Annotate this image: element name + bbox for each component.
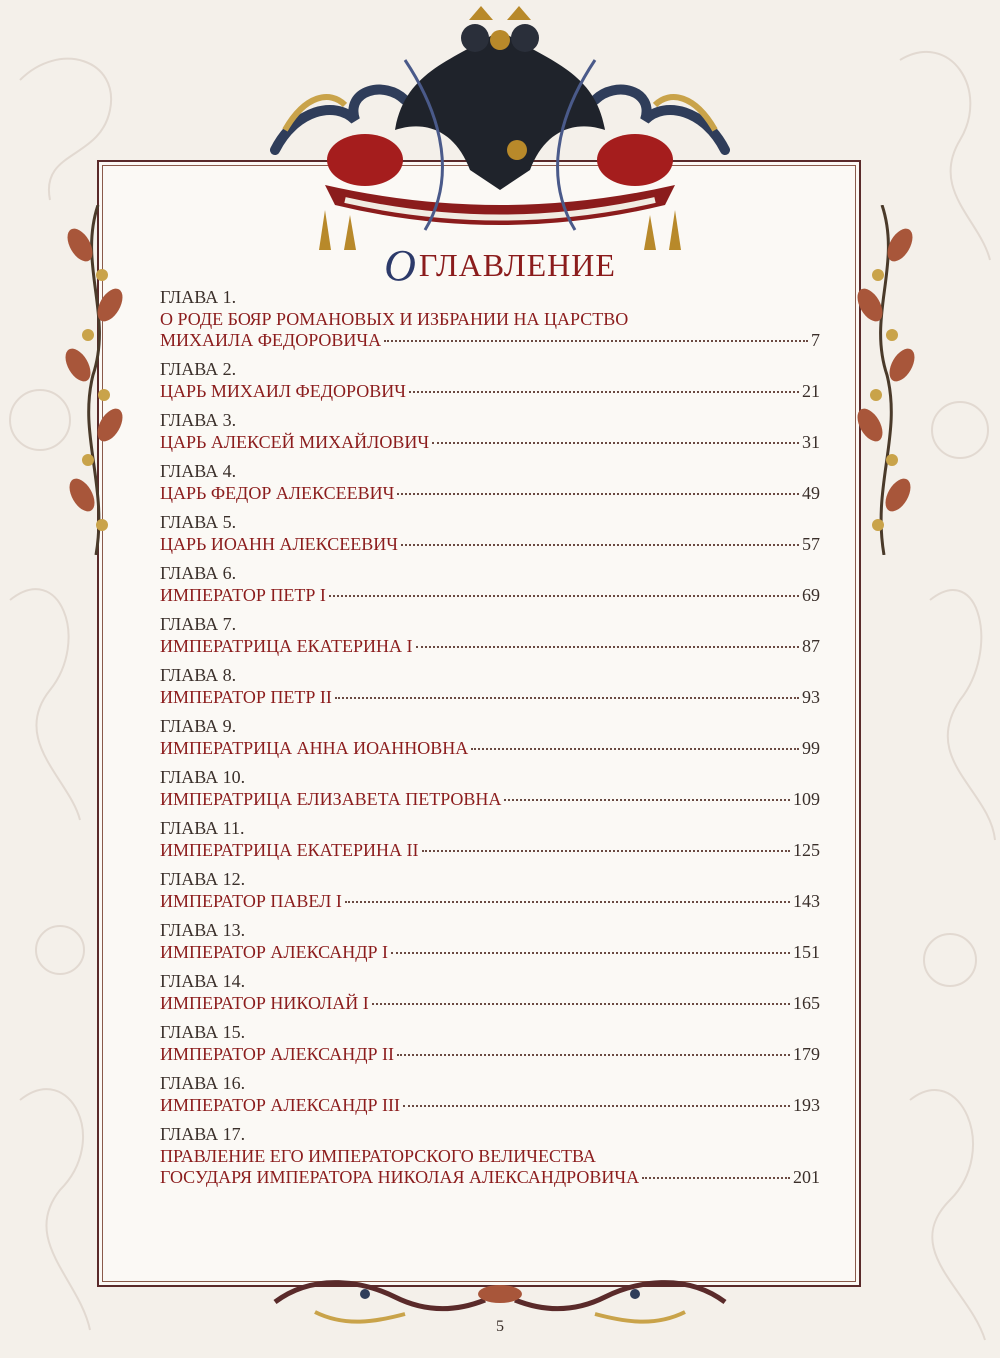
toc-line (160, 381, 820, 402)
chapter-title: ИМПЕРАТРИЦА АННА ИОАННОВНА (160, 738, 469, 758)
toc-entry (160, 359, 820, 402)
page-ref: 165 (793, 993, 820, 1013)
table-of-contents (160, 287, 820, 1196)
toc-line (160, 1167, 820, 1188)
toc-line (160, 891, 820, 912)
chapter-title: ЦАРЬ ФЕДОР АЛЕКСЕЕВИЧ (160, 483, 395, 503)
page-ref: 21 (802, 381, 820, 401)
toc-entry (160, 563, 820, 606)
toc-line (160, 993, 820, 1014)
toc-line (160, 1044, 820, 1065)
double-headed-eagle-icon (255, 0, 745, 260)
toc-line (160, 534, 820, 555)
page-ref: 143 (793, 891, 820, 911)
leader-dots (409, 391, 799, 393)
toc-entry (160, 767, 820, 810)
chapter-title: ЦАРЬ МИХАИЛ ФЕДОРОВИЧ (160, 381, 406, 401)
chapter-title: ИМПЕРАТОР ПЕТР I (160, 585, 326, 605)
toc-entry (160, 1124, 820, 1188)
page-ref: 125 (793, 840, 820, 860)
chapter-title: ИМПЕРАТОР АЛЕКСАНДР III (160, 1095, 401, 1115)
chapter-title: ГОСУДАРЯ ИМПЕРАТОРА НИКОЛАЯ АЛЕКСАНДРОВИЧА (160, 1167, 640, 1187)
toc-entry (160, 1022, 820, 1065)
chapter-title: ИМПЕРАТОР НИКОЛАЙ I (160, 993, 369, 1013)
toc-line (160, 942, 820, 963)
chapter-title: ИМПЕРАТОР ПАВЕЛ I (160, 891, 342, 911)
leader-dots (401, 544, 799, 546)
chapter-label: ГЛАВА 3. (160, 410, 237, 430)
chapter-title: МИХАИЛА ФЕДОРОВИЧА (160, 330, 382, 350)
title-rest: ГЛАВЛЕНИЕ (418, 247, 616, 283)
toc-entry (160, 512, 820, 555)
chapter-label: ГЛАВА 16. (160, 1073, 246, 1093)
chapter-label: ГЛАВА 15. (160, 1022, 246, 1042)
chapter-label: ГЛАВА 6. (160, 563, 237, 583)
page-number: 5 (496, 1318, 504, 1335)
chapter-title: ИМПЕРАТОР ПЕТР II (160, 687, 332, 707)
chapter-title: ЦАРЬ ИОАНН АЛЕКСЕЕВИЧ (160, 534, 398, 554)
chapter-label: ГЛАВА 2. (160, 359, 237, 379)
title-initial: О (384, 241, 417, 290)
page-ref: 193 (793, 1095, 820, 1115)
leader-dots (335, 697, 799, 699)
page-ref: 151 (793, 942, 820, 962)
page-ref: 49 (802, 483, 820, 503)
toc-line (160, 738, 820, 759)
leader-dots (432, 442, 799, 444)
chapter-label: ГЛАВА 13. (160, 920, 246, 940)
toc-line (160, 687, 820, 708)
toc-line (160, 1095, 820, 1116)
chapter-label: ГЛАВА 5. (160, 512, 237, 532)
leader-dots (397, 1054, 790, 1056)
chapter-title: ЦАРЬ АЛЕКСЕЙ МИХАЙЛОВИЧ (160, 432, 430, 452)
page-ref: 69 (802, 585, 820, 605)
chapter-label: ГЛАВА 4. (160, 461, 237, 481)
toc-entry (160, 1073, 820, 1116)
toc-line (160, 840, 820, 861)
toc-entry (160, 716, 820, 759)
toc-entry (160, 818, 820, 861)
chapter-label: ГЛАВА 1. (160, 287, 237, 307)
page-ref: 57 (802, 534, 820, 554)
chapter-label: ГЛАВА 11. (160, 818, 245, 838)
page-ref: 93 (802, 687, 820, 707)
toc-entry (160, 971, 820, 1014)
leader-dots (329, 595, 799, 597)
chapter-title: ИМПЕРАТРИЦА ЕЛИЗАВЕТА ПЕТРОВНА (160, 789, 502, 809)
toc-entry (160, 410, 820, 453)
leader-dots (391, 952, 790, 954)
page-ref: 109 (793, 789, 820, 809)
leader-dots (422, 850, 790, 852)
leader-dots (397, 493, 799, 495)
toc-entry (160, 614, 820, 657)
chapter-label: ГЛАВА 10. (160, 767, 246, 787)
chapter-title: О РОДЕ БОЯР РОМАНОВЫХ И ИЗБРАНИИ НА ЦАРСТВО (160, 309, 629, 329)
chapter-title: ИМПЕРАТОР АЛЕКСАНДР II (160, 1044, 395, 1064)
toc-entry (160, 287, 820, 351)
toc-line (160, 789, 820, 810)
toc-line (160, 483, 820, 504)
toc-entry (160, 461, 820, 504)
page-ref: 31 (802, 432, 820, 452)
leader-dots (504, 799, 790, 801)
chapter-label: ГЛАВА 14. (160, 971, 246, 991)
chapter-label: ГЛАВА 7. (160, 614, 237, 634)
page-ref: 7 (811, 330, 820, 350)
leader-dots (416, 646, 799, 648)
leader-dots (403, 1105, 790, 1107)
toc-line (160, 585, 820, 606)
leader-dots (471, 748, 799, 750)
chapter-label: ГЛАВА 17. (160, 1124, 246, 1144)
toc-line (160, 432, 820, 453)
chapter-label: ГЛАВА 12. (160, 869, 246, 889)
page-ref: 179 (793, 1044, 820, 1064)
toc-entry (160, 665, 820, 708)
chapter-title: ИМПЕРАТОР АЛЕКСАНДР I (160, 942, 389, 962)
chapter-title: ИМПЕРАТРИЦА ЕКАТЕРИНА II (160, 840, 419, 860)
toc-entry (160, 920, 820, 963)
chapter-label: ГЛАВА 9. (160, 716, 237, 736)
leader-dots (345, 901, 790, 903)
page-ref: 201 (793, 1167, 820, 1187)
toc-entry (160, 869, 820, 912)
page-ref: 87 (802, 636, 820, 656)
toc-line (160, 636, 820, 657)
chapter-label: ГЛАВА 8. (160, 665, 237, 685)
toc-line (160, 330, 820, 351)
page-title (0, 240, 1000, 291)
chapter-title: ИМПЕРАТРИЦА ЕКАТЕРИНА I (160, 636, 413, 656)
page-ref: 99 (802, 738, 820, 758)
leader-dots (642, 1177, 790, 1179)
chapter-title: ПРАВЛЕНИЕ ЕГО ИМПЕРАТОРСКОГО ВЕЛИЧЕСТВА (160, 1146, 596, 1166)
leader-dots (372, 1003, 790, 1005)
leader-dots (384, 340, 808, 342)
